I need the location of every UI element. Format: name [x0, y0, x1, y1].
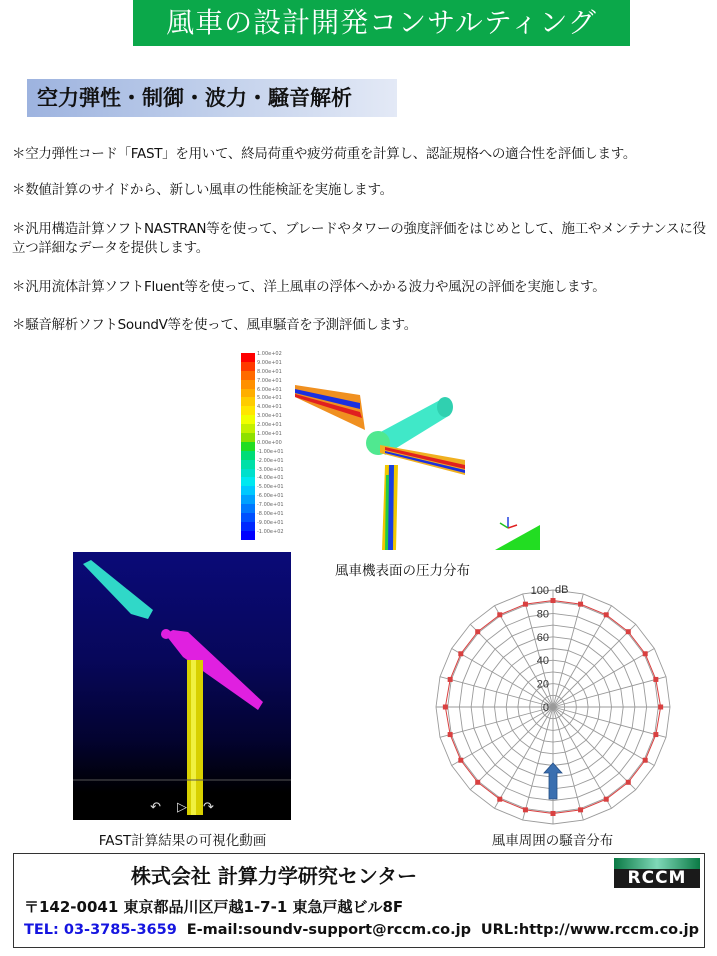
- turbine-pressure-render: [290, 385, 540, 550]
- colorbar-swatch: [241, 495, 255, 504]
- contact-row: [24, 922, 699, 938]
- rewind-icon[interactable]: ↶: [150, 800, 161, 815]
- svg-text:40: 40: [536, 655, 549, 668]
- colorbar-label: 1.00e+02: [257, 351, 282, 357]
- colorbar-swatch: [241, 353, 255, 362]
- colorbar-swatch: [241, 531, 255, 540]
- svg-text:dB: dB: [555, 584, 569, 596]
- colorbar-label: 0.00e+00: [257, 439, 282, 446]
- colorbar-swatch: [241, 389, 255, 398]
- colorbar-label: -3.00e+01: [257, 466, 284, 473]
- colorbar-swatch: [241, 397, 255, 406]
- noise-polar-chart: [430, 575, 680, 830]
- rccm-logo: RCCM: [614, 858, 700, 888]
- svg-text:0: 0: [542, 702, 549, 714]
- play-icon[interactable]: ▷: [177, 800, 187, 815]
- company-name: 株式会社 計算力学研究センター: [130, 864, 418, 888]
- colorbar-label: 6.00e+01: [257, 386, 282, 393]
- fast-visualization-video[interactable]: [73, 552, 291, 820]
- bullet-nastran: ＊汎用構造計算ソフトNASTRAN等を使って、ブレードやタワーの強度評価をはじめとして、施工やメンテナンスに役立つ詳細なデータを提供します。: [12, 221, 706, 256]
- section-heading: 空力弾性・制御・波力・騒音解析: [27, 79, 397, 117]
- svg-text:60: 60: [536, 631, 549, 644]
- colorbar-swatch: [241, 513, 255, 522]
- colorbar-swatch: [241, 371, 255, 380]
- colorbar-label: -9.00e+01: [257, 519, 284, 526]
- colorbar: [241, 353, 255, 540]
- noise-caption: 風車周囲の騒音分布: [491, 833, 614, 849]
- bullet-soundv: ＊騒音解析ソフトSoundV等を使って、風車騒音を予測評価します。: [12, 317, 417, 333]
- colorbar-swatch: [241, 477, 255, 486]
- colorbar-swatch: [241, 442, 255, 451]
- colorbar-label: 5.00e+01: [257, 395, 282, 402]
- colorbar-swatch: [241, 424, 255, 433]
- colorbar-swatch: [241, 362, 255, 371]
- colorbar-swatch: [241, 415, 255, 424]
- colorbar-label: -1.00e+01: [257, 448, 284, 455]
- colorbar-swatch: [241, 460, 255, 469]
- colorbar-swatch: [241, 451, 255, 460]
- pressure-caption: 風車機表面の圧力分布: [335, 563, 470, 579]
- colorbar-label: 9.00e+01: [257, 359, 282, 366]
- fast-video-caption: FAST計算結果の可視化動画: [98, 833, 267, 849]
- colorbar-label: -2.00e+01: [257, 457, 284, 464]
- forward-icon[interactable]: ↷: [203, 800, 214, 815]
- svg-text:20: 20: [536, 678, 549, 691]
- colorbar-swatch: [241, 406, 255, 415]
- turbine-animation-frame: [73, 552, 291, 820]
- colorbar-swatch: [241, 504, 255, 513]
- svg-text:80: 80: [536, 608, 549, 621]
- bullet-fluent: ＊汎用流体計算ソフトFluent等を使って、洋上風車の浮体へかかる波力や風況の評価を実施します。: [12, 279, 606, 295]
- colorbar-swatch: [241, 522, 255, 531]
- svg-text:100: 100: [530, 585, 549, 597]
- colorbar-swatch: [241, 433, 255, 442]
- colorbar-label: -4.00e+01: [257, 475, 284, 482]
- colorbar-label: -6.00e+01: [257, 493, 284, 500]
- colorbar-label: -5.00e+01: [257, 484, 284, 491]
- colorbar-label: 2.00e+01: [257, 422, 282, 429]
- colorbar-swatch: [241, 469, 255, 478]
- colorbar-label: 4.00e+01: [257, 404, 282, 411]
- colorbar-label: 8.00e+01: [257, 368, 282, 375]
- bullet-fast: ＊空力弾性コード「FAST」を用いて、終局荷重や疲労荷重を計算し、認証規格への適合性を評価します。: [12, 146, 637, 162]
- colorbar-label: 3.00e+01: [257, 413, 282, 420]
- colorbar-label: -1.00e+02: [257, 528, 284, 535]
- colorbar-label: -7.00e+01: [257, 502, 284, 509]
- phone-number[interactable]: TEL: 03-3785-3659: [24, 922, 177, 938]
- bullet-verification: ＊数値計算のサイドから、新しい風車の性能検証を実施します。: [12, 182, 393, 198]
- colorbar-label: 1.00e+01: [257, 431, 282, 438]
- pressure-distribution-figure: [235, 350, 540, 550]
- colorbar-label: -8.00e+01: [257, 511, 284, 518]
- page-title-banner: 風車の設計開発コンサルティング: [133, 0, 630, 46]
- website-link[interactable]: URL:http://www.rccm.co.jp: [480, 922, 699, 938]
- colorbar-swatch: [241, 486, 255, 495]
- colorbar-label: 7.00e+01: [257, 377, 282, 384]
- colorbar-swatch: [241, 380, 255, 389]
- email-link[interactable]: E-mail:soundv-support@rccm.co.jp: [186, 922, 471, 938]
- company-address: 〒142-0041 東京都品川区戸越1-7-1 東急戸越ビル8F: [24, 898, 404, 916]
- company-footer: [13, 853, 705, 948]
- video-controls: [73, 800, 291, 815]
